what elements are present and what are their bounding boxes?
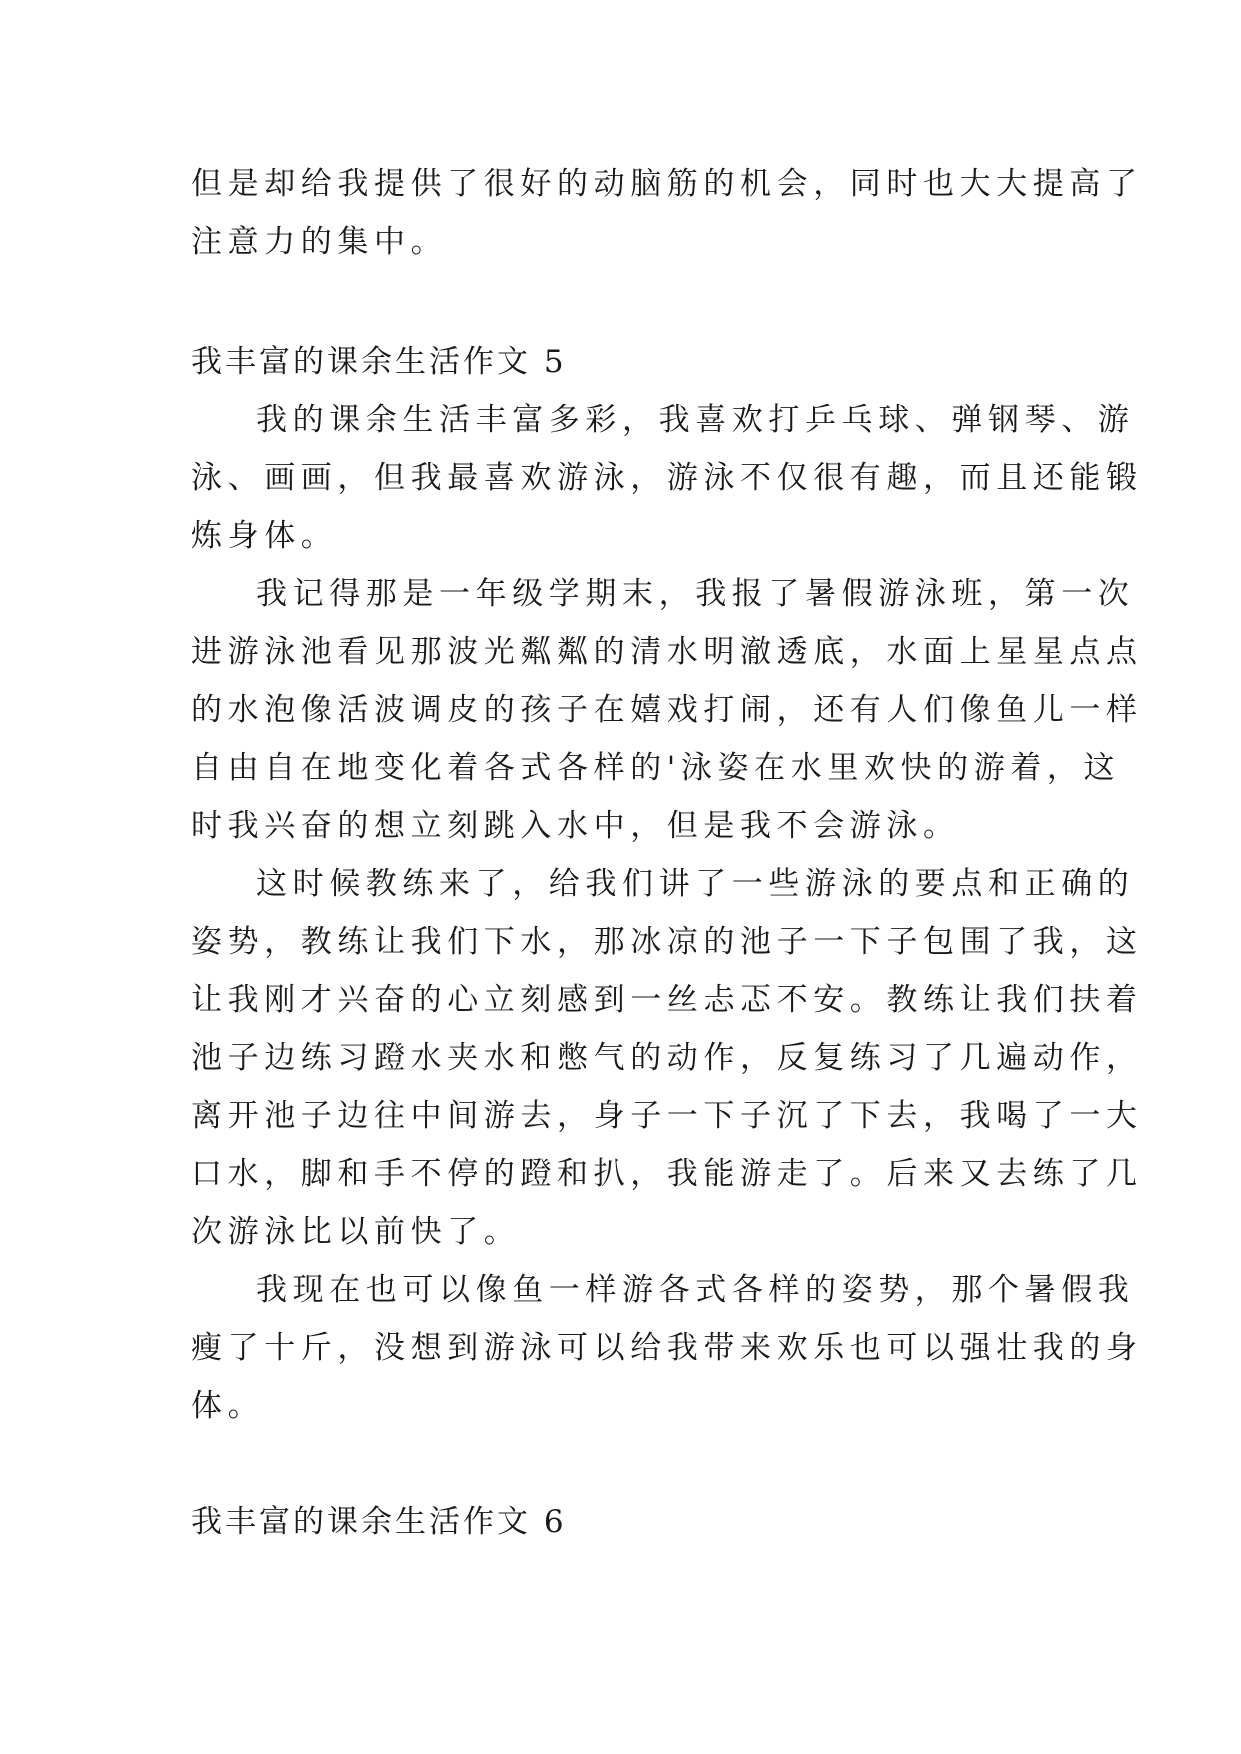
essay-5-p3-line-7: 次游泳比以前快了。 <box>191 1214 521 1250</box>
essay-5-p2-line-5: 时我兴奋的想立刻跳入水中，但是我不会游泳。 <box>191 808 960 844</box>
essay-5-p4-line-1: 我现在也可以像鱼一样游各式各样的姿势，那个暑假我 <box>256 1272 1135 1308</box>
essay-5-p3-line-1: 这时候教练来了，给我们讲了一些游泳的要点和正确的 <box>256 866 1135 902</box>
essay-5-p2-line-3: 的水泡像活波调皮的孩子在嬉戏打闹，还有人们像鱼儿一样 <box>191 692 1143 728</box>
essay-5-p1-line-3: 炼身体。 <box>191 518 338 554</box>
essay-5-p2-line-2: 进游泳池看见那波光粼粼的清水明澈透底，水面上星星点点 <box>191 634 1143 670</box>
essay-5-p3-line-2: 姿势，教练让我们下水，那冰凉的池子一下子包围了我，这 <box>191 924 1143 960</box>
intro-line-1: 但是却给我提供了很好的动脑筋的机会，同时也大大提高了 <box>191 166 1143 202</box>
essay-5-p1-line-2: 泳、画画，但我最喜欢游泳，游泳不仅很有趣，而且还能锻 <box>191 460 1143 496</box>
essay-5-p4-line-2: 瘦了十斤，没想到游泳可以给我带来欢乐也可以强壮我的身 <box>191 1330 1143 1366</box>
essay-5-p1-line-1: 我的课余生活丰富多彩，我喜欢打乒乓球、弹钢琴、游 <box>256 402 1135 438</box>
essay-5-p3-line-6: 口水，脚和手不停的蹬和扒，我能游走了。后来又去练了几 <box>191 1156 1143 1192</box>
essay-5-p3-line-3: 让我刚才兴奋的心立刻感到一丝忐忑不安。教练让我们扶着 <box>191 982 1143 1018</box>
intro-line-2: 注意力的集中。 <box>191 224 448 260</box>
essay-6-title: 我丰富的课余生活作文 6 <box>191 1504 567 1540</box>
essay-5-p4-line-3: 体。 <box>191 1388 265 1424</box>
essay-5-p3-line-4: 池子边练习蹬水夹水和憋气的动作，反复练习了几遍动作， <box>191 1040 1143 1076</box>
essay-5-p3-line-5: 离开池子边往中间游去，身子一下子沉了下去，我喝了一大 <box>191 1098 1143 1134</box>
essay-5-title: 我丰富的课余生活作文 5 <box>191 344 567 380</box>
essay-5-p2-line-4: 自由自在地变化着各式各样的'泳姿在水里欢快的游着，这 <box>191 750 1121 786</box>
essay-5-p2-line-1: 我记得那是一年级学期末，我报了暑假游泳班，第一次 <box>256 576 1135 612</box>
